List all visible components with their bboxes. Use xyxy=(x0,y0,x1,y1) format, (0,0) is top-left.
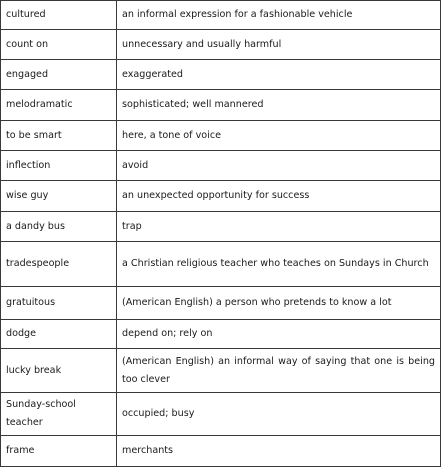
word-cell: to be smart xyxy=(1,121,117,151)
meaning-cell: avoid xyxy=(117,151,441,181)
meaning-cell: merchants xyxy=(117,436,441,467)
meaning-cell: sophisticated; well mannered xyxy=(117,90,441,121)
table-row xyxy=(1,436,441,467)
word-cell: inflection xyxy=(1,151,117,181)
meaning-cell: depend on; rely on xyxy=(117,320,441,349)
table-row xyxy=(1,349,441,393)
table-row xyxy=(1,121,441,151)
table-row xyxy=(1,393,441,436)
table-row xyxy=(1,1,441,30)
meaning-cell: occupied; busy xyxy=(117,393,441,436)
meaning-cell: unnecessary and usually harmful xyxy=(117,30,441,60)
meaning-cell: exaggerated xyxy=(117,60,441,90)
word-cell: cultured xyxy=(1,1,117,30)
meaning-cell: here, a tone of voice xyxy=(117,121,441,151)
word-cell: wise guy xyxy=(1,181,117,212)
table-row xyxy=(1,181,441,212)
meaning-cell: an informal expression for a fashionable vehicle xyxy=(117,1,441,30)
table-row xyxy=(1,287,441,320)
word-cell: a dandy bus xyxy=(1,212,117,242)
word-cell: gratuitous xyxy=(1,287,117,320)
table-row xyxy=(1,60,441,90)
word-cell: Sunday-school teacher xyxy=(1,393,117,436)
table-row xyxy=(1,90,441,121)
word-cell: count on xyxy=(1,30,117,60)
meaning-cell: (American English) a person who pretends to know a lot xyxy=(117,287,441,320)
table-row xyxy=(1,151,441,181)
word-cell: dodge xyxy=(1,320,117,349)
meaning-cell: an unexpected opportunity for success xyxy=(117,181,441,212)
table-row xyxy=(1,212,441,242)
word-cell: tradespeople xyxy=(1,242,117,287)
word-cell: melodramatic xyxy=(1,90,117,121)
meaning-cell: (American English) an informal way of saying that one is being too clever xyxy=(117,349,441,393)
table-row xyxy=(1,30,441,60)
meaning-cell: a Christian religious teacher who teaches on Sundays in Church xyxy=(117,242,441,287)
word-cell: lucky break xyxy=(1,349,117,393)
meaning-cell: trap xyxy=(117,212,441,242)
table-row xyxy=(1,242,441,287)
word-cell: engaged xyxy=(1,60,117,90)
table-row xyxy=(1,320,441,349)
word-cell: frame xyxy=(1,436,117,467)
